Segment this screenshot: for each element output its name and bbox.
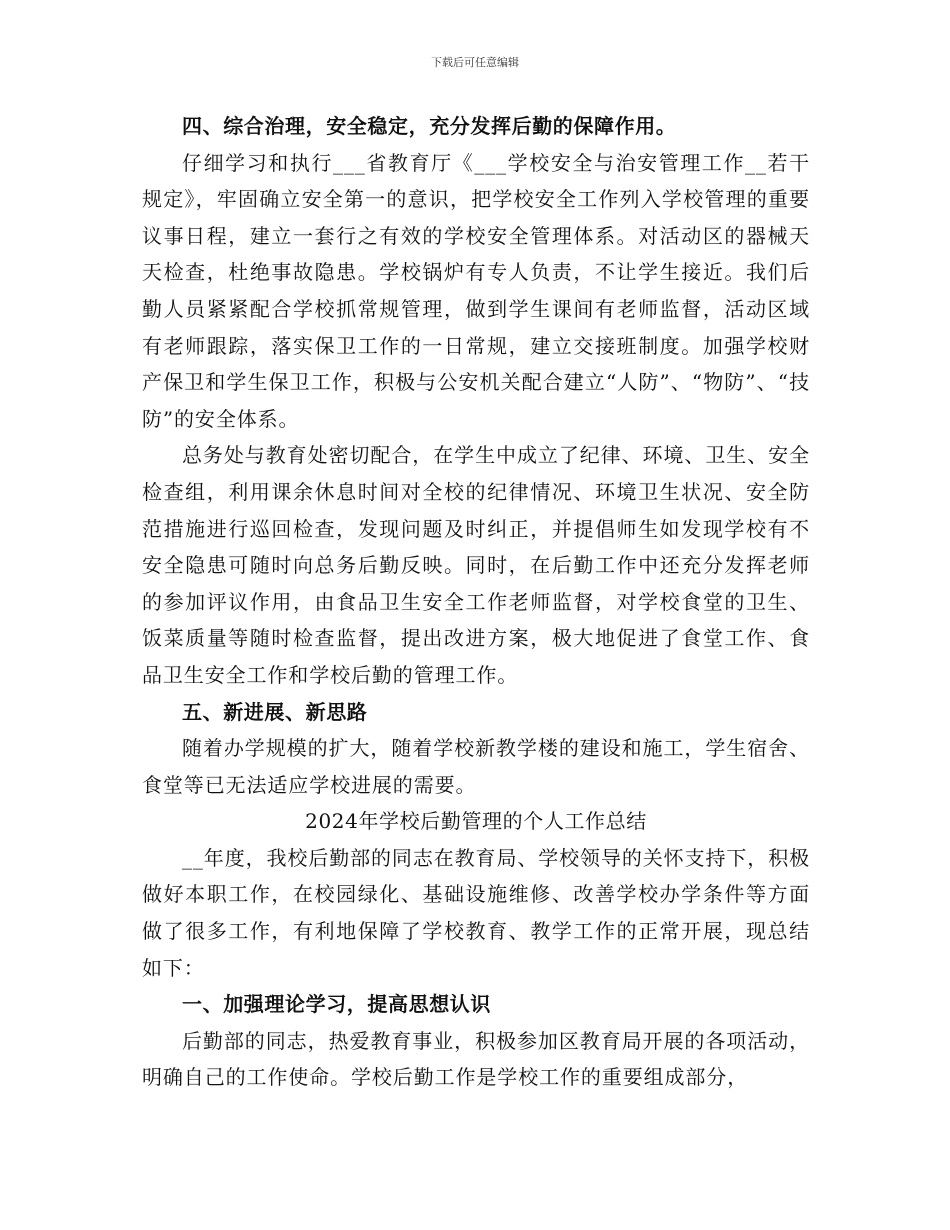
section4-paragraph-2: 总务处与教育处密切配合，在学生中成立了纪律、环境、卫生、安全检查组，利用课余休息时间对全校的纪律情况、环境卫生状况、安全防范措施进行巡回检查，发现问题及时纠正，并提倡师生如发现学校有不安全隐患可随时向总务后勤反映。同时，在后勤工作中还充分发挥老师的参加评议作用，由食品卫生安全工作老师监督，对学校食堂的卫生、饭菜质量等随时检查监督，提出改进方案，极大地促进了食堂工作、食品卫生安全工作和学校后勤的管理工作。 (142, 443, 810, 687)
section5-paragraph-1: 随着办学规模的扩大，随着学校新教学楼的建设和施工，学生宿舍、食堂等已无法适应学校进展的需要。 (142, 736, 810, 797)
section4-paragraph-1: 仔细学习和执行___省教育厅《___学校安全与治安管理工作__若干规定》，牢固确立安全第一的意识，把学校安全工作列入学校管理的重要议事日程，建立一套行之有效的学校安全管理体系。对活动区的器械天天检查，杜绝事故隐患。学校锅炉有专人负责，不让学生接近。我们后勤人员紧紧配合学校抓常规管理，做到学生课间有老师监督，活动区域有老师跟踪，落实保卫工作的一日常规，建立交接班制度。加强学校财产保卫和学生保卫工作，积极与公安机关配合建立“人防”、“物防”、“技防”的安全体系。 (142, 150, 810, 431)
section5-heading: 五、新进展、新思路 (182, 699, 368, 724)
section4-heading: 四、综合治理，安全稳定，充分发挥后勤的保障作用。 (182, 114, 677, 138)
intro-paragraph: __年度，我校后勤部的同志在教育局、学校领导的关怀支持下，积极做好本职工作，在校园绿化、基础设施维修、改善学校办学条件等方面做了很多工作，有利地保障了学校教育、教学工作的正常开展，现总结如下： (142, 845, 810, 980)
section1-paragraph-1: 后勤部的同志，热爱教育事业，积极参加区教育局开展的各项活动，明确自己的工作使命。学校后勤工作是学校工作的重要组成部分， (142, 1028, 810, 1090)
document-body (142, 108, 810, 1096)
document-title: 2024年学校后勤管理的个人工作总结 (305, 809, 647, 834)
page-header-note: 下载后可任意编辑 (431, 56, 519, 69)
section1-heading: 一、加强理论学习，提高思想认识 (182, 992, 491, 1017)
